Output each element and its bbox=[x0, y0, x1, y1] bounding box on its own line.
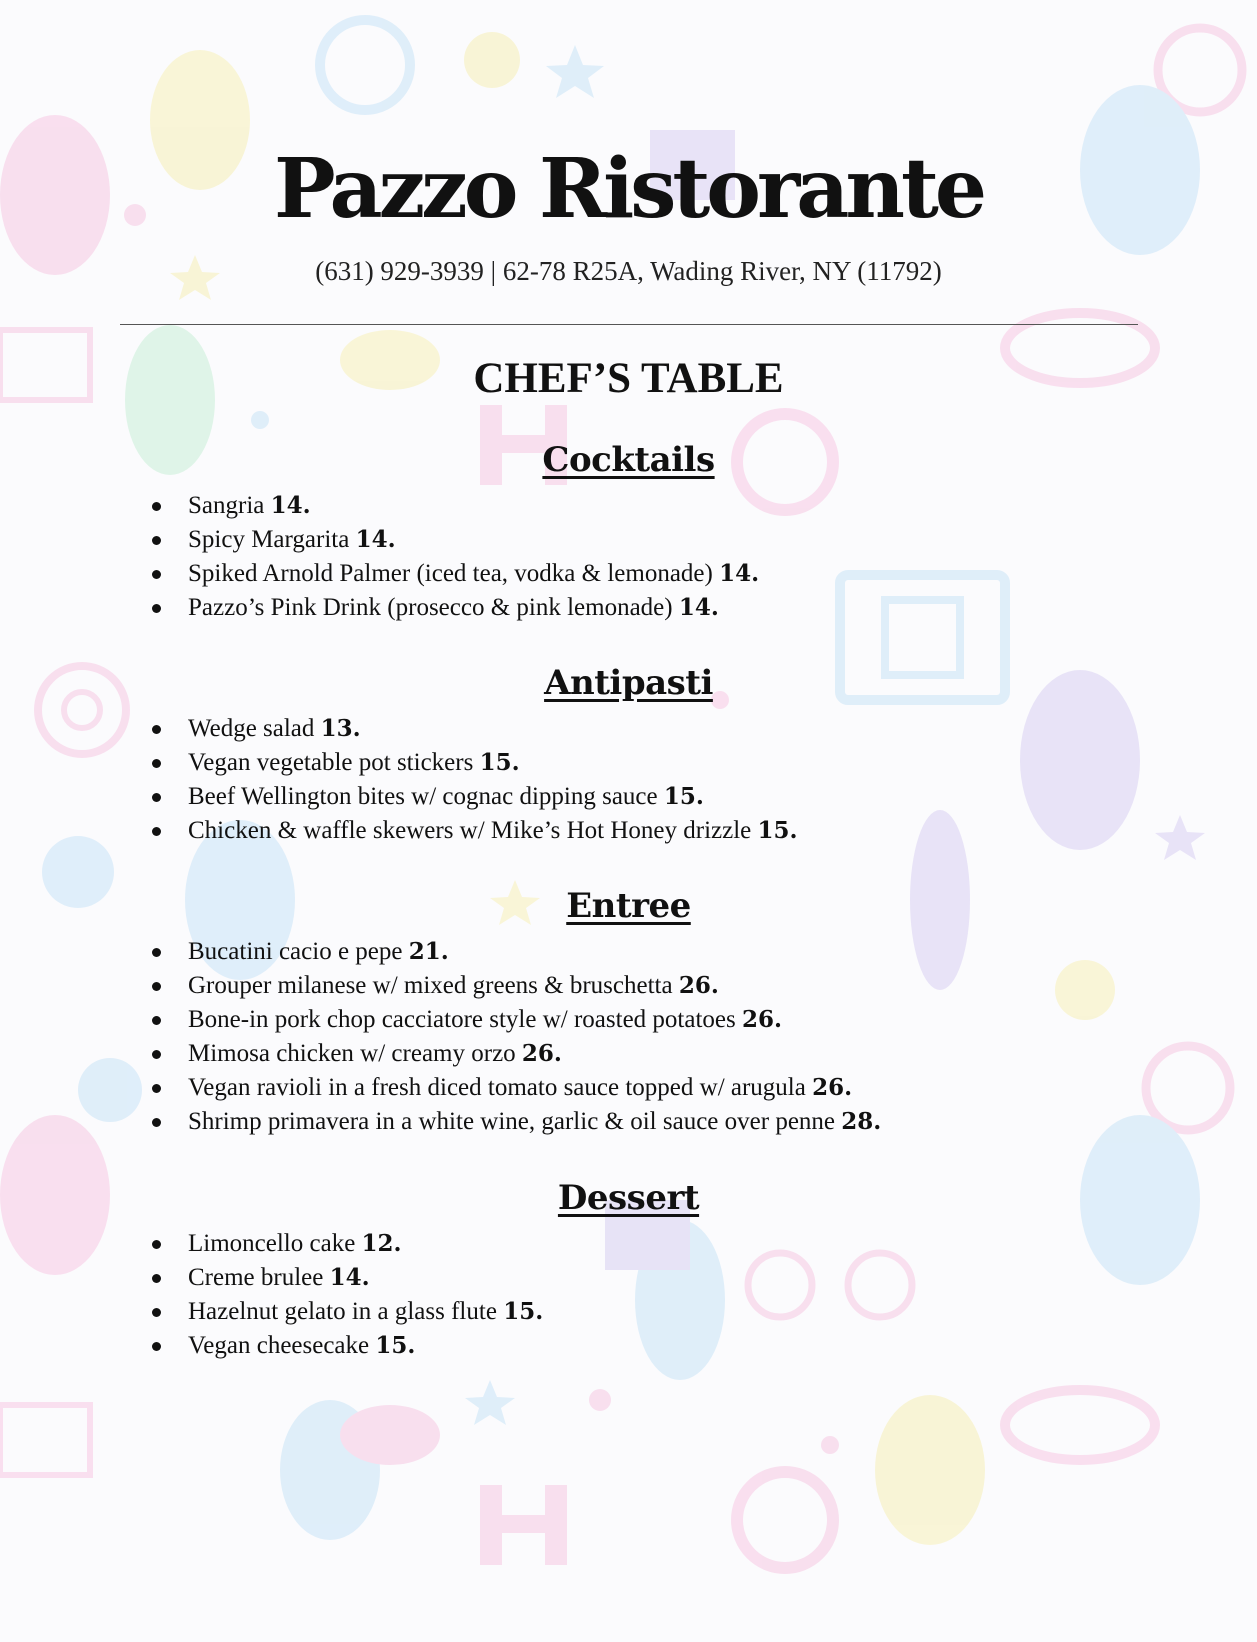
item-name: Vegan cheesecake bbox=[188, 1332, 370, 1359]
list-item bbox=[152, 1003, 881, 1037]
item-name: Beef Wellington bites w/ cognac dipping sauce bbox=[188, 783, 658, 810]
cocktails-list bbox=[152, 489, 759, 625]
list-item bbox=[152, 746, 798, 780]
section-title-entree: Entree bbox=[566, 886, 691, 926]
item-name: Spicy Margarita bbox=[188, 526, 350, 553]
item-price: 26. bbox=[521, 1040, 562, 1067]
item-name: Bone-in pork chop cacciatore style w/ roasted potatoes bbox=[188, 1006, 736, 1033]
list-item bbox=[152, 523, 759, 557]
item-name: Sangria bbox=[188, 492, 265, 519]
item-name: Mimosa chicken w/ creamy orzo bbox=[188, 1040, 516, 1067]
list-item bbox=[152, 1071, 881, 1105]
item-price: 14. bbox=[719, 560, 760, 587]
list-item bbox=[152, 814, 798, 848]
list-item bbox=[152, 1261, 543, 1295]
item-price: 14. bbox=[329, 1264, 370, 1291]
item-price: 28. bbox=[841, 1108, 882, 1135]
list-item bbox=[152, 1295, 543, 1329]
antipasti-list bbox=[152, 712, 798, 848]
list-item bbox=[152, 557, 759, 591]
item-name: Shrimp primavera in a white wine, garlic & oil sauce over penne bbox=[188, 1108, 836, 1135]
divider bbox=[120, 324, 1138, 325]
item-price: 15. bbox=[479, 749, 520, 776]
dessert-list bbox=[152, 1227, 543, 1363]
item-name: Bucatini cacio e pepe bbox=[188, 938, 403, 965]
item-price: 26. bbox=[741, 1006, 782, 1033]
item-price: 14. bbox=[355, 526, 396, 553]
section-title-cocktails: Cocktails bbox=[542, 440, 715, 480]
item-price: 15. bbox=[663, 783, 704, 810]
item-price: 26. bbox=[678, 972, 719, 999]
item-name: Pazzo’s Pink Drink (prosecco & pink lemonade) bbox=[188, 594, 673, 621]
menu-title: CHEF’S TABLE bbox=[473, 355, 784, 402]
item-name: Hazelnut gelato in a glass flute bbox=[188, 1298, 497, 1325]
item-price: 15. bbox=[503, 1298, 544, 1325]
item-name: Spiked Arnold Palmer (iced tea, vodka & lemonade) bbox=[188, 560, 713, 587]
item-price: 15. bbox=[757, 817, 798, 844]
item-name: Creme brulee bbox=[188, 1264, 324, 1291]
list-item bbox=[152, 1037, 881, 1071]
item-name: Grouper milanese w/ mixed greens & bruschetta bbox=[188, 972, 673, 999]
item-price: 14. bbox=[678, 594, 719, 621]
list-item bbox=[152, 712, 798, 746]
item-price: 21. bbox=[408, 938, 449, 965]
entree-list bbox=[152, 935, 881, 1139]
item-price: 14. bbox=[270, 492, 311, 519]
section-title-dessert: Dessert bbox=[557, 1178, 700, 1218]
item-price: 13. bbox=[320, 715, 361, 742]
item-price: 12. bbox=[361, 1230, 402, 1257]
item-price: 26. bbox=[812, 1074, 853, 1101]
list-item bbox=[152, 935, 881, 969]
section-title-antipasti: Antipasti bbox=[544, 663, 713, 703]
list-item bbox=[152, 780, 798, 814]
contact-line: (631) 929-3939 | 62-78 R25A, Wading River, NY (11792) bbox=[315, 256, 942, 286]
list-item bbox=[152, 591, 759, 625]
list-item bbox=[152, 1227, 543, 1261]
item-price: 15. bbox=[375, 1332, 416, 1359]
item-name: Wedge salad bbox=[188, 715, 315, 742]
list-item bbox=[152, 969, 881, 1003]
item-name: Vegan ravioli in a fresh diced tomato sauce topped w/ arugula bbox=[188, 1074, 806, 1101]
list-item bbox=[152, 489, 759, 523]
restaurant-name: Pazzo Ristorante bbox=[274, 141, 983, 237]
list-item bbox=[152, 1329, 543, 1363]
item-name: Chicken & waffle skewers w/ Mike’s Hot Honey drizzle bbox=[188, 817, 752, 844]
item-name: Vegan vegetable pot stickers bbox=[188, 749, 474, 776]
list-item bbox=[152, 1105, 881, 1139]
item-name: Limoncello cake bbox=[188, 1230, 356, 1257]
